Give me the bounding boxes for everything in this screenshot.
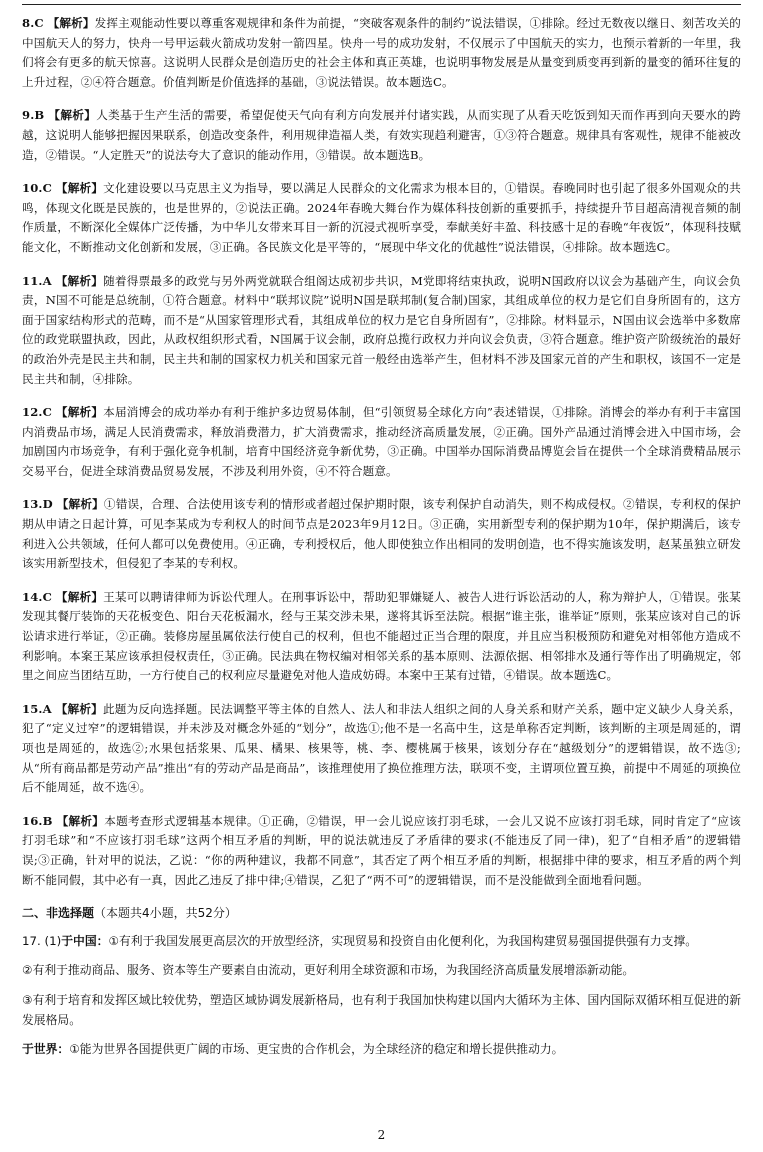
answer-item-10 <box>22 179 741 257</box>
answer-text: ②有利于推动商品、服务、资本等生产要素自由流动，更好利用全球资源和市场，为我国经济高质量发展增添新动能。 <box>22 963 635 978</box>
answer-text: ①能为世界各国提供更广阔的市场、更宝贵的合作机会，为全球经济的稳定和增长提供推动力。 <box>69 1042 564 1057</box>
analysis-tag: 【解析】 <box>55 181 104 196</box>
answer-paragraph <box>22 991 741 1030</box>
page-content <box>22 14 741 1070</box>
item-number: 12.C <box>22 405 52 420</box>
answer-text: ③有利于培育和发挥区域比较优势，塑造区域协调发展新格局，也有利于我国加快构建以国内大循环为主体、国内国际双循环相互促进的新发展格局。 <box>22 992 741 1027</box>
answer-item-16 <box>22 812 741 890</box>
analysis-tag: 【解析】 <box>55 701 103 716</box>
item-text: 本届消博会的成功举办有利于维护多边贸易体制，但“引领贸易全球化方向”表述错误，①排除。消博会的举办有利于丰富国内消费品市场，满足人民消费需求，释放消费潜力，扩大消费需求，推动经济高质量发展，②正确。国外产品通过消博会进入中国市场，会加剧国内市场竞争，有利于强化竞争机制，培育中国经济竞争新优势，③正确。中国举办国际消费品博览会旨在提供一个全球消费精品展示交易平台，促进全球消费品贸易发展，不涉及利用外资，④不符合题意。 <box>22 405 742 478</box>
answer-paragraph <box>22 961 741 981</box>
answer-item-15 <box>22 700 741 798</box>
section-note: （本题共4小题，共52分） <box>94 906 237 921</box>
answer-item-9 <box>22 106 741 165</box>
item-text: 人类基于生产生活的需要，希望促使天气向有利方向发展并付诸实践，从而实现了从看天吃饭到知天而作再到向天要水的跨越，这说明人能够把握因果联系，创造改变条件，利用规律造福人类，有效实现趋利避害，①③符合题意。规律具有客观性，规律不能被改造，②错误。“人定胜天”的说法夸大了意识的能动作用，③错误。故本题选B。 <box>22 108 741 162</box>
top-rule <box>22 4 741 5</box>
analysis-tag: 【解析】 <box>48 108 97 123</box>
item-number: 16.B <box>22 813 53 828</box>
item-text: 王某可以聘请律师为诉讼代理人。在刑事诉讼中，帮助犯罪嫌疑人、被告人进行诉讼活动的人，称为辩护人，①错误。张某发现其餐厅装饰的天花板变色、阳台天花板漏水，经与王某交涉未果，遂将其诉至法院。根据“谁主张，谁举证”原则，张某应该对自己的诉讼请求进行举证，②正确。装修房屋虽属依法行使自己的权利，但也不能超过正当合理的限度，并且应当积极预防和避免对相邻他方造成不利影响。本案王某应该承担侵权责任，③正确。民法典在物权编对相邻关系的基本原则、法源依据、相邻排水及通行等作出了明确规定，邻里之间应当团结互助，一方行使自己的权利应尽量避免对他人造成妨碍。本案中王某有过错，④错误。故本题选C。 <box>22 589 741 683</box>
answer-bold: 于中国： <box>61 933 109 948</box>
answer-bold: 于世界： <box>22 1042 70 1057</box>
answer-item-12 <box>22 403 741 481</box>
item-number: 11.A <box>22 273 52 288</box>
answer-lead: 17. (1) <box>22 933 62 948</box>
answer-item-14 <box>22 588 741 686</box>
analysis-tag: 【解析】 <box>55 589 104 604</box>
analysis-tag: 【解析】 <box>55 405 104 420</box>
analysis-tag: 【解析】 <box>55 273 104 288</box>
item-number: 15.A <box>22 701 52 716</box>
item-text: 此题为反向选择题。民法调整平等主体的自然人、法人和非法人组织之间的人身关系和财产关系，题中定义缺少人身关系，犯了“定义过窄”的逻辑错误，并未涉及对概念外延的“划分”，故选①;他不是一名高中生，这是单称否定判断，该判断的主项是周延的，谓项也是周延的，故选②;水果包括浆果、瓜果、橘果、核果等，桃、李、樱桃属于核果，该划分存在“越级划分”的逻辑错误，故不选③;从“所有商品都是劳动产品”推出“有的劳动产品是商品”，该推理使用了换位推理方法，联项不变，主谓项位置互换，前提中不周延的项换位后不能周延，故不选④。 <box>22 701 742 795</box>
answer-item-13 <box>22 495 741 573</box>
answer-item-8 <box>22 14 741 92</box>
section-title: 二、非选择题 <box>22 906 95 921</box>
answer-paragraph <box>22 1040 741 1060</box>
item-text: 随着得票最多的政党与另外两党就联合组阁达成初步共识，M党即将结束执政，说明N国政府以议会为基础产生，向议会负责，N国不可能是总统制，①符合题意。材料中“联邦议院”说明N国是联邦制(复合制)国家，其组成单位的权力是它们自身所固有的，这方面于国家结构形式的范畴，而不是“从国家管理形式看，其组成单位的权力是它自身所固有”，②排除。材料显示，N国由议会选举中多数席位的政党联盟执政，因此，从政权组织形式看，N国属于议会制，政府总揽行政权力并向议会负责，③符合题意。维护资产阶级统治的最好的政治外壳是民主共和制，民主共和制的国家权力机关和国家元首一般经由选举产生，但材料不涉及国家元首的产生和职权，该国不一定是民主共和制，④排除。 <box>22 273 741 386</box>
item-number: 14.C <box>22 589 52 604</box>
item-text: 本题考查形式逻辑基本规律。①正确，②错误，甲一会儿说应该打羽毛球，一会儿又说不应该打羽毛球，同时肯定了“应该打羽毛球”和“不应该打羽毛球”这两个相互矛盾的判断，甲的说法就违反了矛盾律的要求(不能违反了同一律)，犯了“自相矛盾”的逻辑错误;③正确，针对甲的说法，乙说：“你的两种建议，我都不同意”，其否定了两个相互矛盾的判断，根据排中律的要求，相互矛盾的两个判断不能同假，其中必有一真，因此乙违反了排中律;④错误，乙犯了“两不可”的逻辑错误，而不是没能做到全面地看问题。 <box>22 813 741 887</box>
answer-text: ①有利于我国发展更高层次的开放型经济，实现贸易和投资自由化便利化，为我国构建贸易强国提供强有力支撑。 <box>108 933 698 948</box>
item-text: 文化建设要以马克思主义为指导，要以满足人民群众的文化需求为根本目的，①错误。春晚同时也引起了很多外国观众的共鸣，体现文化既是民族的，也是世界的，②说法正确。2024年春晚大舞台作为媒体科技创新的重要抓手，持续提升节目超高清视音频的制作质量，不断深化全媒体广泛传播，为中华儿女带来耳目一新的沉浸式视听享受，奉献美好丰盈、科技感十足的春晚“年夜饭”，体现科技赋能文化，不断推动文化创新和发展，③正确。各民族文化是平等的，“展现中华文化的优越性”说法错误，④排除。故本题选C。 <box>22 181 741 254</box>
analysis-tag: 【解析】 <box>56 813 105 828</box>
item-text: 发挥主观能动性要以尊重客观规律和条件为前提，“突破客观条件的制约”说法错误，①排除。经过无数夜以继日、刻苦攻关的中国航天人的努力，快舟一号甲运载火箭成功发射一箭四星。快舟一号的成功发射，不仅展示了中国航天的实力，也预示着新的一年里，我们将会有更多的航天惊喜。这说明人民群众是创造历史的社会主体和真正英雄，也说明事物发展是从量变到质变再到新的量变的循环往复的上升过程，②④符合题意。价值判断是价值选择的基础，③说法错误。故本题选C。 <box>22 16 741 89</box>
item-number: 13.D <box>22 497 53 512</box>
page-number: 2 <box>377 1128 386 1143</box>
item-number: 10.C <box>22 181 52 196</box>
answer-item-11 <box>22 272 741 390</box>
item-number: 8.C <box>22 16 44 30</box>
analysis-tag: 【解析】 <box>47 16 95 30</box>
analysis-tag: 【解析】 <box>56 497 104 512</box>
item-text: ①错误，合理、合法使用该专利的情形或者超过保护期时限，该专利保护自动消失，则不构成侵权。②错误，专利权的保护期从申请之日起计算，可见李某成为专利权人的时间节点是2023年9月12日。③正确，实用新型专利的保护期为10年，保护期满后，该专利进入公共领域，任何人都可以免费使用。④正确，专利授权后，他人即使独立作出相同的发明创造，也不得实施该发明，赵某虽独立研发该实用新型技术，但侵犯了李某的专利权。 <box>22 497 741 571</box>
item-number: 9.B <box>22 108 45 123</box>
answer-paragraph <box>22 932 741 952</box>
section-heading <box>22 904 741 924</box>
